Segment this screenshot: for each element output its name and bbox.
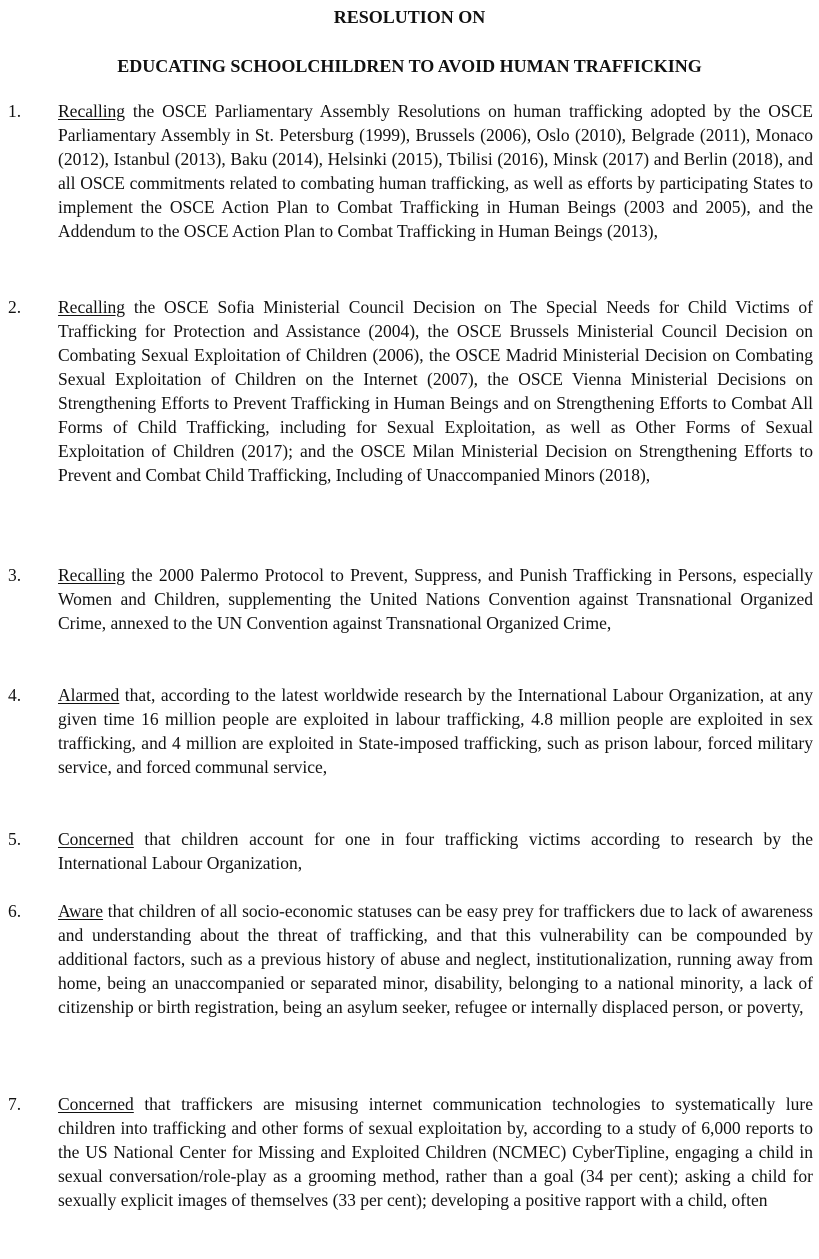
paragraph-body: that, according to the latest worldwide research by the International Labour Organization, at any given time 16 million people are exploited in labour trafficking, 4.8 million people are exploited in sex trafficking, and 4 million are exploited in State-imposed trafficking, such as prison labour, forced military service, and forced communal service, [58,685,813,777]
paragraph-body: that children account for one in four trafficking victims according to research by the International Labour Organization, [58,829,813,873]
paragraph-5 [8,827,813,875]
document-title: RESOLUTION ON [333,7,486,27]
paragraph-body: the OSCE Sofia Ministerial Council Decision on The Special Needs for Child Victims of Trafficking for Protection and Assistance (2004), the OSCE Brussels Ministerial Council Decision on Combating Sexual Exploitation of Children (2006), the OSCE Madrid Ministerial Decision on Combating Sexual Exploitation of Children on the Internet (2007), the OSCE Vienna Ministerial Decisions on Strengthening Efforts to Prevent Trafficking in Human Beings and on Strengthening Efforts to Combat All Forms of Child Trafficking, including for Sexual Exploitation, as well as Other Forms of Sexual Exploitation of Children (2017); and the OSCE Milan Ministerial Decision on Strengthening Efforts to Prevent and Combat Child Trafficking, Including of Unaccompanied Minors (2018), [58,297,813,485]
paragraph-text [58,99,813,243]
paragraph-keyword: Recalling [58,565,126,585]
paragraph-body: that children of all socio-economic statuses can be easy prey for traffickers due to lack of awareness and understanding about the threat of trafficking, and that this vulnerability can be compounded by additional factors, such as a previous history of abuse and neglect, institutionalization, running away from home, being an unaccompanied or separated minor, disability, belonging to a national minority, a lack of citizenship or birth registration, being an asylum seeker, refugee or internally displaced person, or poverty, [58,901,813,1017]
paragraph-number: 1. [8,101,22,121]
paragraph-keyword: Alarmed [58,685,120,705]
paragraph-keyword: Concerned [58,829,134,849]
paragraph-body: the 2000 Palermo Protocol to Prevent, Suppress, and Punish Trafficking in Persons, especially Women and Children, supplementing the United Nations Convention against Transnational Organized Crime, annexed to the UN Convention against Transnational Organized Crime, [58,565,813,633]
paragraph-7 [8,1092,813,1212]
paragraph-number: 3. [8,565,22,585]
paragraph-body: the OSCE Parliamentary Assembly Resolutions on human trafficking adopted by the OSCE Parliamentary Assembly in St. Petersburg (1999), Brussels (2006), Oslo (2010), Belgrade (2011), Monaco (2012), Istanbul (2013), Baku (2014), Helsinki (2015), Tbilisi (2016), Minsk (2017) and Berlin (2018), and all OSCE commitments related to combating human trafficking, as well as efforts by participating States to implement the OSCE Action Plan to Combat Trafficking in Human Beings (2003 and 2005), and the Addendum to the OSCE Action Plan to Combat Trafficking in Human Beings (2013), [58,101,813,241]
paragraph-3 [8,563,813,635]
document-subtitle: EDUCATING SCHOOLCHILDREN TO AVOID HUMAN TRAFFICKING [117,56,702,76]
paragraph-number: 6. [8,901,22,921]
paragraph-keyword: Aware [58,901,104,921]
paragraph-keyword: Recalling [58,297,126,317]
paragraph-text [58,899,813,1019]
paragraph-1 [8,99,813,243]
paragraph-text [58,827,813,875]
paragraph-6 [8,899,813,1019]
paragraph-4 [8,683,813,779]
paragraph-text [58,563,813,635]
paragraph-text [58,1092,813,1212]
paragraph-text [58,683,813,779]
paragraph-2 [8,295,813,487]
paragraph-text [58,295,813,487]
paragraph-keyword: Recalling [58,101,126,121]
paragraph-body: that traffickers are misusing internet communication technologies to systematically lure children into trafficking and other forms of sexual exploitation by, according to a study of 6,000 reports to the US National Center for Missing and Exploited Children (NCMEC) CyberTipline, engaging a child in sexual conversation/role-play as a grooming method, rather than a goal (34 per cent); asking a child for sexually explicit images of themselves (33 per cent); developing a positive rapport with a child, often [58,1094,813,1210]
paragraph-number: 2. [8,297,22,317]
paragraph-keyword: Concerned [58,1094,134,1114]
paragraph-number: 7. [8,1094,22,1114]
paragraph-number: 5. [8,829,22,849]
paragraph-number: 4. [8,685,22,705]
